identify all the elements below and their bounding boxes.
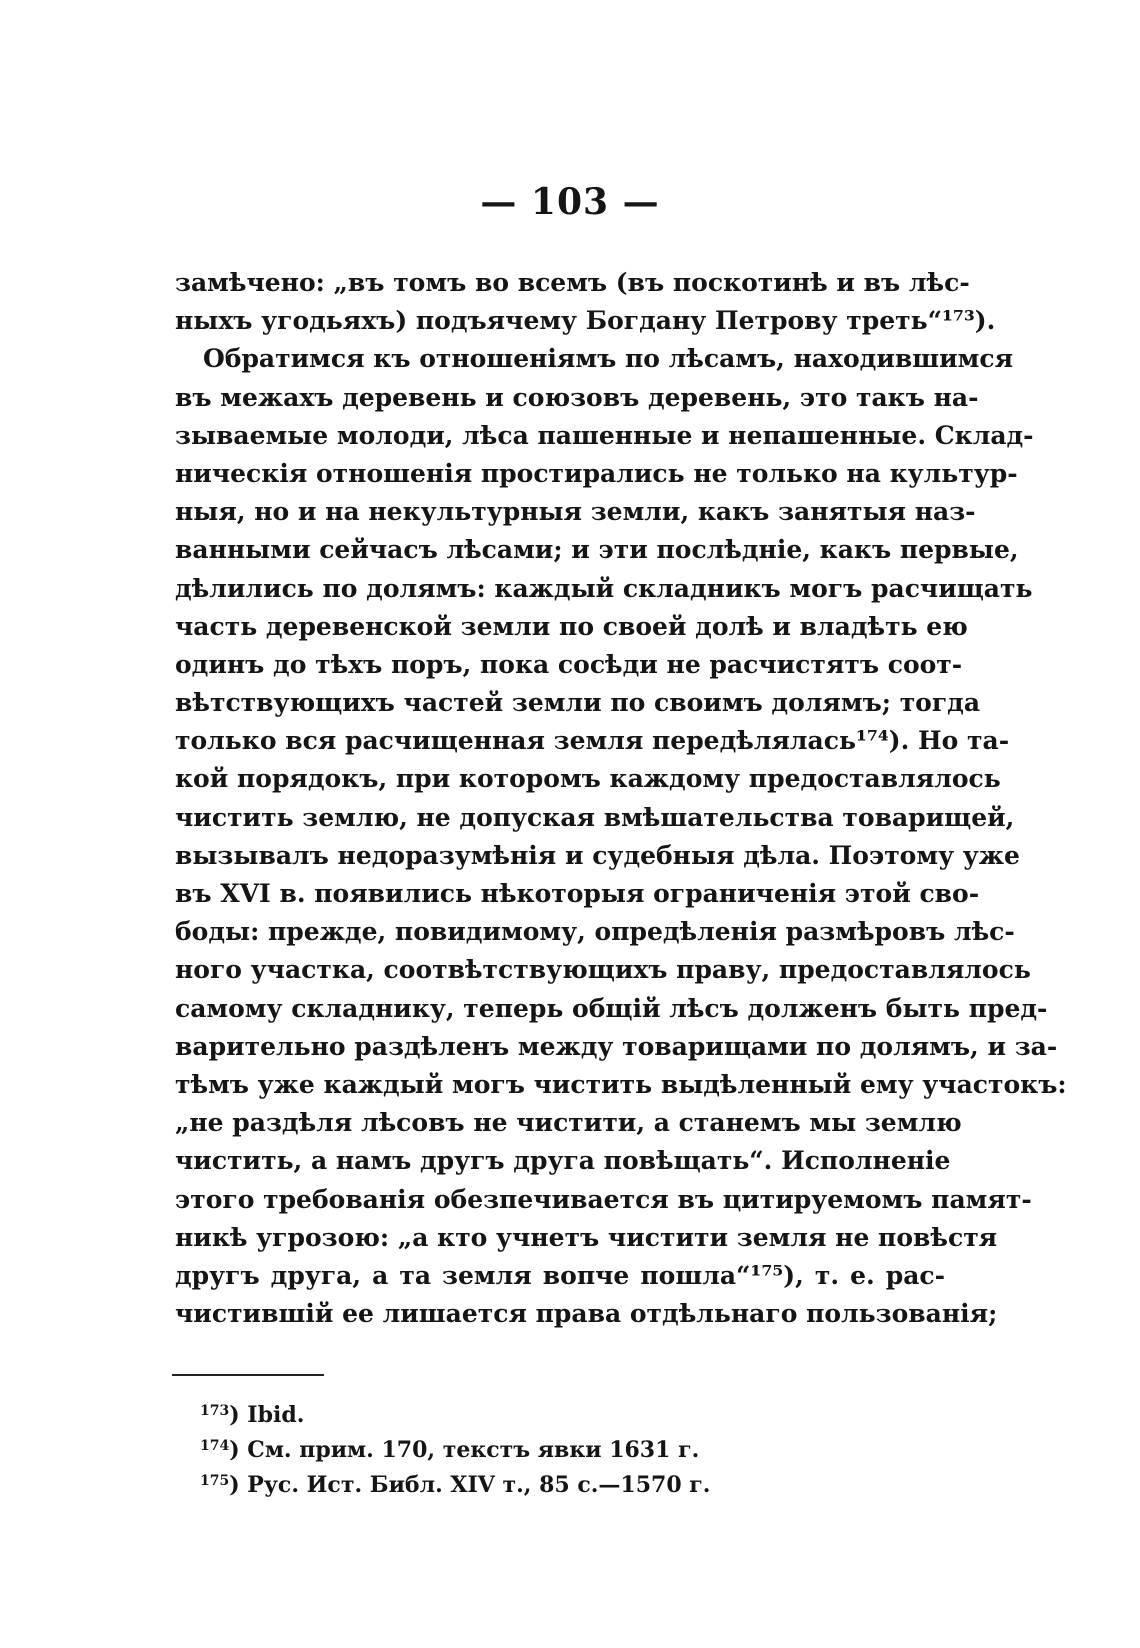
footnote-marker: 173	[200, 1403, 230, 1419]
text-line: вѣтствующихъ частей земли по своимъ долямъ; тогда	[175, 688, 981, 718]
footnote-text: ) Рус. Ист. Библ. XIV т., 85 с.—1570 г.	[229, 1472, 711, 1498]
footnotes	[200, 1394, 900, 1499]
text-line: „не раздѣля лѣсовъ не чистити, а станемъ мы землю	[175, 1108, 962, 1138]
text-line: часть деревенской земли по своей долѣ и владѣть ею	[175, 611, 968, 641]
text-line: замѣчено: „въ томъ во всемъ (въ поскотинѣ и въ лѣс-	[175, 268, 970, 297]
footnote-text: ) См. прим. 170, текстъ явки 1631 г.	[229, 1437, 700, 1463]
page-number: — 103 —	[480, 181, 660, 223]
footnote-marker: 175	[200, 1473, 230, 1489]
text-line: кой порядокъ, при которомъ каждому предоставлялось	[175, 764, 1001, 794]
footnote-marker: 174	[200, 1438, 230, 1454]
footnote-text: ) Ibid.	[229, 1402, 305, 1428]
text-line: этого требованія обезпечивается въ цитируемомъ памят-	[175, 1184, 1032, 1214]
text-line: чистить, а намъ другъ друга повѣщать“. Исполненіе	[175, 1146, 951, 1176]
text-line: въ XVI в. появились нѣкоторыя ограниченія этой сво-	[175, 879, 980, 908]
text-line: дѣлились по долямъ: каждый складникъ могъ расчищать	[175, 573, 1033, 603]
text-line: никѣ угрозою: „а кто учнетъ чистити земля не повѣстя	[175, 1222, 998, 1252]
text-line: чистившій ее лишается права отдѣльнаго пользованія;	[175, 1299, 998, 1329]
text-line: боды: прежде, повидимому, опредѣленія размѣровъ лѣс-	[175, 917, 1015, 947]
text-line: въ межахъ деревень и союзовъ деревень, это такъ на-	[175, 382, 979, 412]
text-line: тѣмъ уже каждый могъ чистить выдѣленный ему участокъ:	[175, 1069, 1067, 1099]
text-line: самому складнику, теперь общій лѣсъ долженъ быть пред-	[175, 993, 1048, 1023]
footnote-divider	[172, 1374, 324, 1376]
text-line: ного участка, соотвѣтствующихъ праву, предоставлялось	[175, 955, 1031, 985]
text-line: только вся расчищенная земля передѣлялась¹⁷⁴). Но та-	[175, 726, 1010, 756]
footnote	[200, 1429, 900, 1464]
text-line: зываемые молоди, лѣса пашенные и непашенные. Склад-	[175, 420, 1034, 450]
paragraph-start-line: Обратимся къ отношеніямъ по лѣсамъ, находившимся	[203, 344, 1014, 374]
text-line: ныхъ угодьяхъ) подъячему Богдану Петрову треть“¹⁷³).	[175, 306, 996, 336]
text-line: ническія отношенія простирались не только на культур-	[175, 458, 1018, 488]
text-line: одинъ до тѣхъ поръ, пока сосѣди не расчистятъ соот-	[175, 649, 963, 679]
text-line: чистить землю, не допуская вмѣшательства товарищей,	[175, 802, 1015, 832]
text-line: ныя, но и на некультурныя земли, какъ занятыя наз-	[175, 497, 976, 527]
text-line: ванными сейчасъ лѣсами; и эти послѣдніе, какъ первые,	[175, 535, 1019, 565]
footnote	[200, 1394, 900, 1429]
text-line: другъ друга, а та земля вопче пошла“¹⁷⁵), т. е. рас-	[175, 1260, 945, 1290]
text-line: варительно раздѣленъ между товарищами по долямъ, и за-	[175, 1031, 1058, 1061]
body-text	[175, 264, 1067, 1333]
text-line: вызывалъ недоразумѣнія и судебныя дѣла. Поэтому уже	[175, 840, 1020, 870]
footnote	[200, 1464, 900, 1499]
